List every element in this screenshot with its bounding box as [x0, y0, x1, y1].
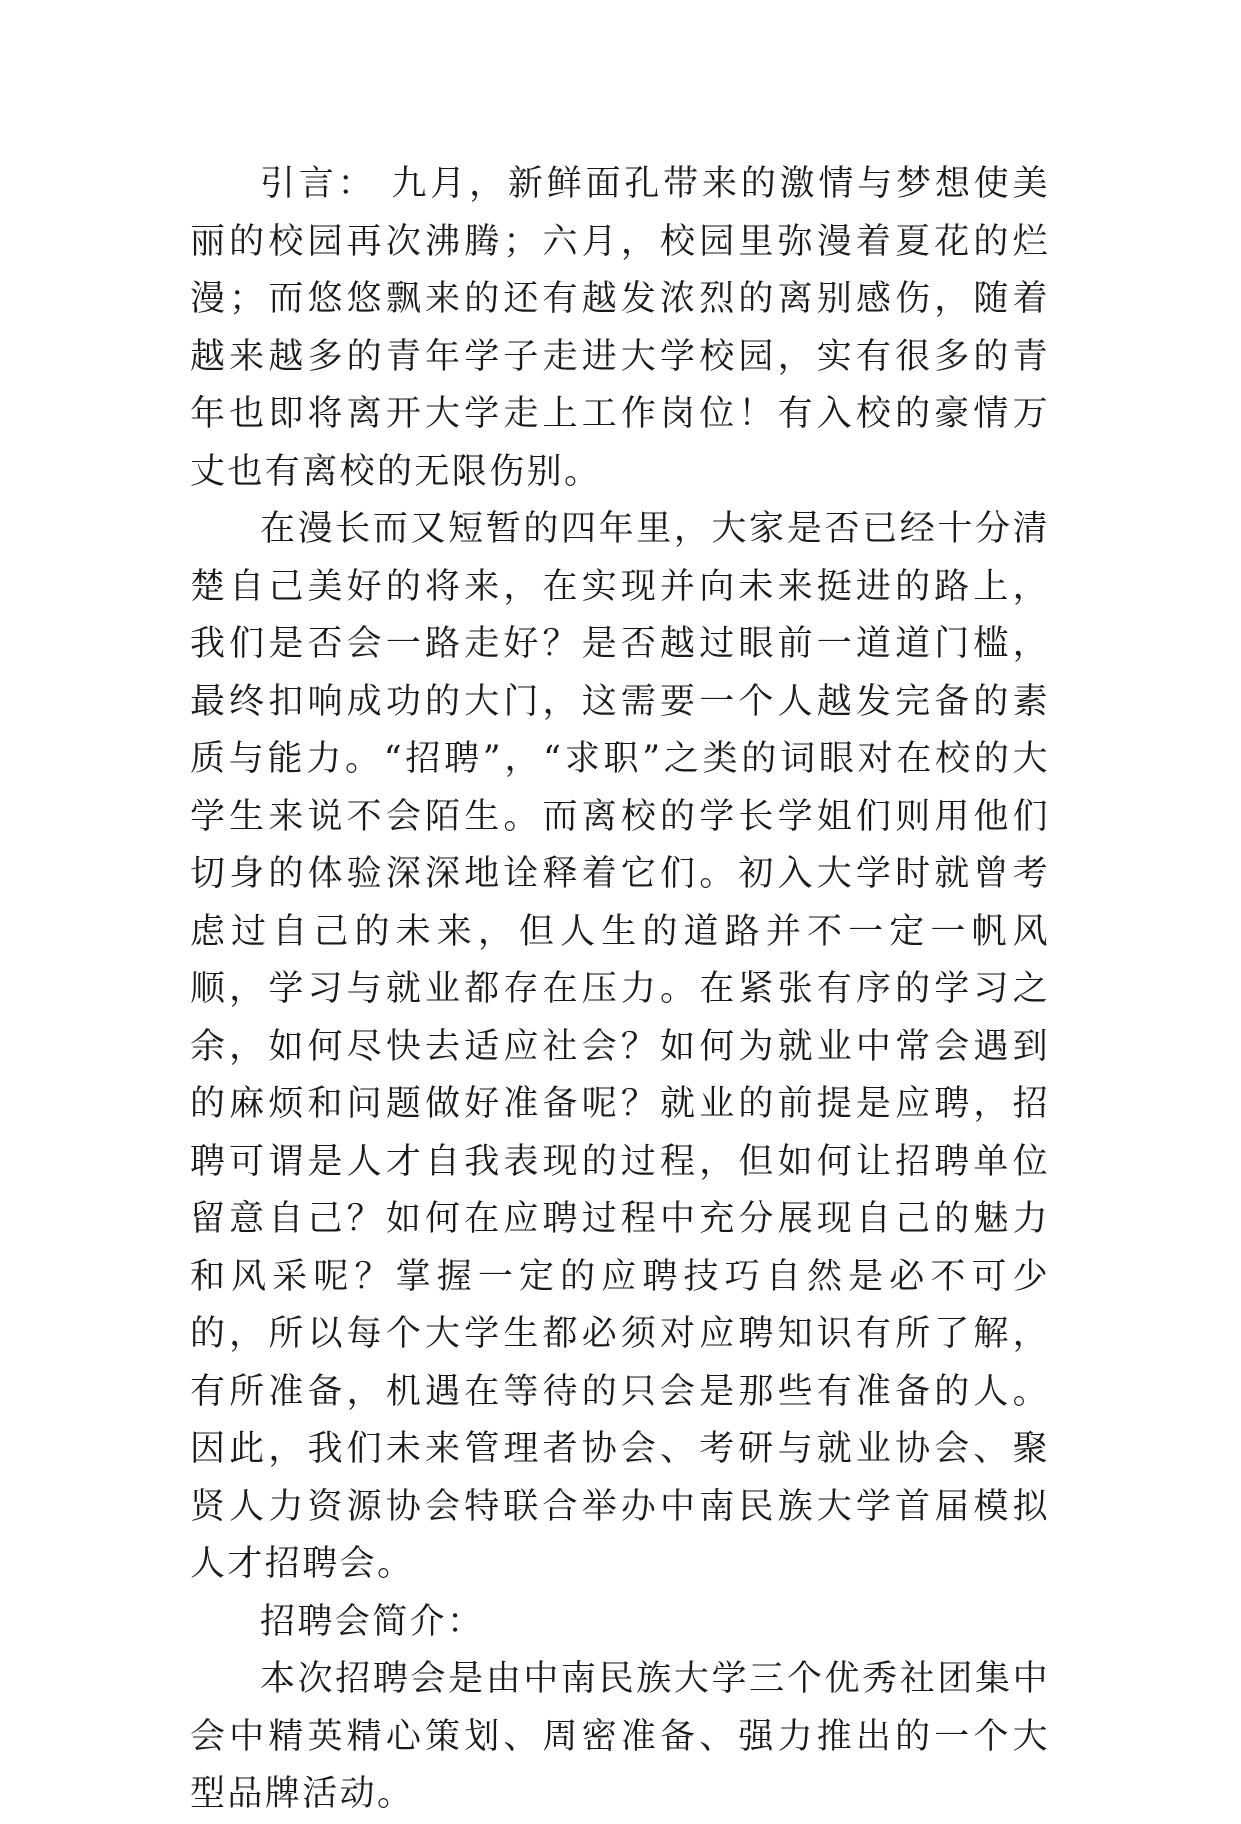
paragraph-background: 在漫长而又短暂的四年里，大家是否已经十分清楚自己美好的将来，在实现并向未来挺进的路上，我们是否会一路走好？是否越过眼前一道道门槛，最终扣响成功的大门，这需要一个人越发完备的素质与能力。“招聘”，“求职”之类的词眼对在校的大学生来说不会陌生。而离校的学长学姐们则用他们切身的体验深深地诠释着它们。初入大学时就曾考虑过自己的未来，但人生的道路并不一定一帆风顺，学习与就业都存在压力。在紧张有序的学习之余，如何尽快去适应社会？如何为就业中常会遇到的麻烦和问题做好准备呢？就业的前提是应聘，招聘可谓是人才自我表现的过程，但如何让招聘单位留意自己？如何在应聘过程中充分展现自己的魅力和风采呢？掌握一定的应聘技巧自然是必不可少的，所以每个大学生都必须对应聘知识有所了解，有所准备，机遇在等待的只会是那些有准备的人。因此，我们未来管理者协会、考研与就业协会、聚贤人力资源协会特联合举办中南民族大学首届模拟人才招聘会。	[190, 509, 1050, 1584]
paragraph-introduction: 引言： 九月，新鲜面孔带来的激情与梦想使美丽的校园再次沸腾；六月，校园里弥漫着夏花的烂漫；而悠悠飘来的还有越发浓烈的离别感伤，随着越来越多的青年学子走进大学校园，实有很多的青年也即将离开大学走上工作岗位！有入校的豪情万丈也有离校的无限伤别。	[190, 164, 1050, 492]
paragraph-fair-description: 本次招聘会是由中南民族大学三个优秀社团集中会中精英精心策划、周密准备、强力推出的一个大型品牌活动。	[190, 1659, 1050, 1814]
section-heading-fair-intro: 招聘会简介：	[260, 1601, 485, 1642]
document-body	[190, 156, 1050, 1824]
